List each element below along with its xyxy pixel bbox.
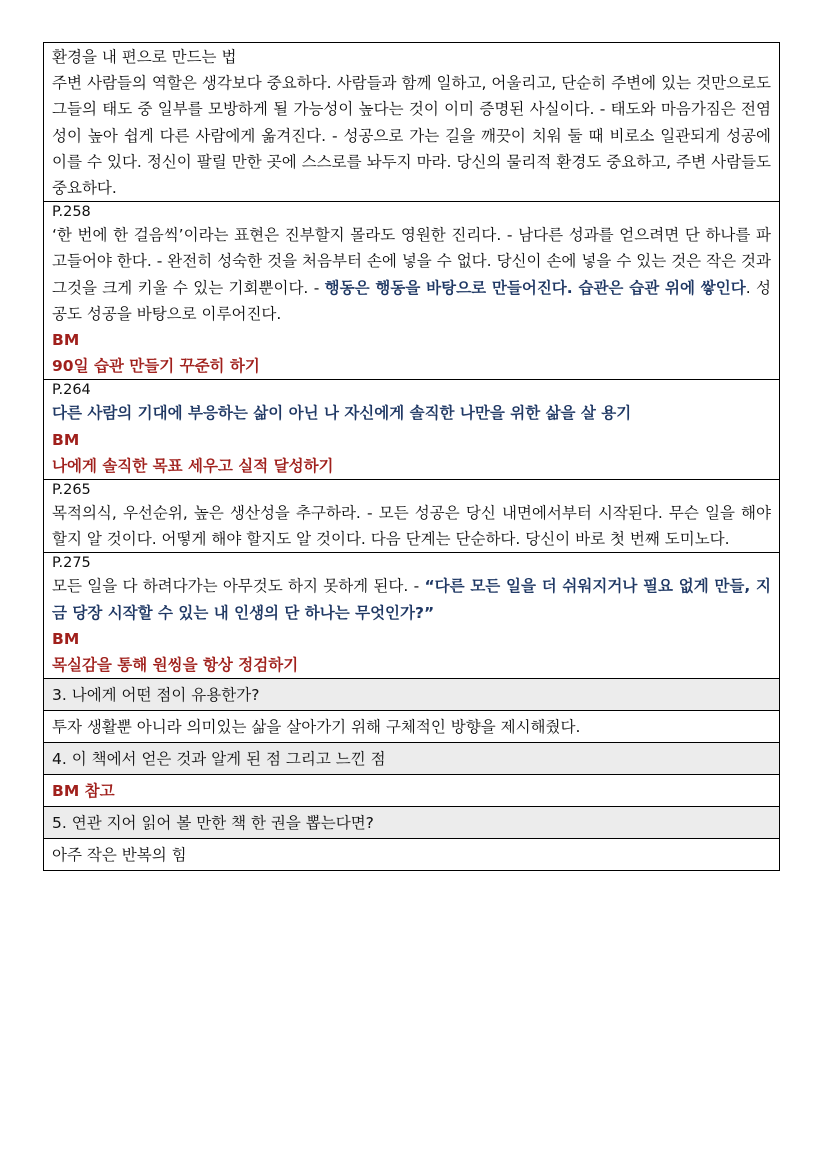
- highlighted-quote: “다른 모든 일을 더 쉬워지거나 필요 없게 만들, 지금 당장 시작할 수 있는 내 인생의 단 하나는 무엇인가?”: [52, 577, 771, 622]
- bm-label: BM: [52, 430, 80, 449]
- reading-notes-table: [43, 42, 780, 871]
- note-block-p265: [43, 479, 780, 552]
- answer-3: 투자 생활뿐 아니라 의미있는 삶을 살아가기 위해 구체적인 방향을 제시해줬다.: [43, 710, 780, 742]
- note-block-environment: [43, 42, 780, 201]
- note-block-p275: [43, 552, 780, 678]
- note-text: ‘한 번에 한 걸음씩’이라는 표현은 진부할지 몰라도 영원한 진리다. - 남다른 성과를 얻으려면 단 하나를 파고들어야 한다. - 완전히 성숙한 것을 처음부터 손에 넣을 수 없다. 당신이 손에 넣을 수 있는 것은 작은 것과 그것을 크게 키울 수 있는 기회뿐이다. -: [52, 226, 771, 297]
- page-reference: P.264: [52, 382, 91, 399]
- note-title: 환경을 내 편으로 만드는 법: [52, 48, 237, 66]
- note-text: . 성공도 성공을 바탕으로 이루어진다.: [52, 278, 771, 323]
- note-body: [52, 573, 771, 625]
- bm-label: BM: [52, 331, 80, 350]
- bm-label: BM: [52, 629, 80, 648]
- note-text: 모든 일을 다 하려다가는 아무것도 하지 못하게 된다. -: [52, 577, 425, 596]
- note-body: 주변 사람들의 역할은 생각보다 중요하다. 사람들과 함께 일하고, 어울리고, 단순히 주변에 있는 것만으로도 그들의 태도 중 일부를 모방하게 될 가능성이 높다는 것이 이미 증명된 사실이다. - 태도와 마음가짐은 전염성이 높아 쉽게 다른 사람에게 옮겨진다. - 성공으로 가는 길을 깨끗이 치워 둘 때 비로소 일관되게 성공에 이를 수 있다. 정신이 팔릴 만한 곳에 스스로를 놔두지 마라. 당신의 물리적 환경도 중요하고, 주변 사람들도 중요하다.: [52, 74, 771, 198]
- page-reference: P.265: [52, 482, 91, 499]
- bm-action: 90일 습관 만들기 꾸준히 하기: [52, 357, 260, 376]
- answer-5: 아주 작은 반복의 힘: [43, 838, 780, 871]
- note-body: [52, 222, 771, 327]
- bm-action: 목실감을 통해 원씽을 항상 정검하기: [52, 656, 299, 675]
- question-3: 3. 나에게 어떤 점이 유용한가?: [43, 678, 780, 710]
- note-body: 목적의식, 우선순위, 높은 생산성을 추구하라. - 모든 성공은 당신 내면에서부터 시작된다. 무슨 일을 해야 할지 알 것이다. 어떻게 해야 할지도 알 것이다. 다음 단계는 단순하다. 당신이 바로 첫 번째 도미노다.: [52, 504, 771, 549]
- question-5: 5. 연관 지어 읽어 볼 만한 책 한 권을 뽑는다면?: [43, 806, 780, 838]
- highlighted-quote: 행동은 행동을 바탕으로 만들어진다. 습관은 습관 위에 쌓인다: [324, 278, 746, 297]
- bm-action: 나에게 솔직한 목표 세우고 실적 달성하기: [52, 456, 334, 475]
- answer-4: BM 참고: [43, 774, 780, 806]
- page-reference: P.275: [52, 555, 91, 572]
- highlighted-quote: 다른 사람의 기대에 부응하는 삶이 아닌 나 자신에게 솔직한 나만을 위한 삶을 살 용기: [52, 404, 632, 423]
- note-block-p264: [43, 379, 780, 479]
- page-reference: P.258: [52, 204, 91, 221]
- question-4: 4. 이 책에서 얻은 것과 알게 된 점 그리고 느낀 점: [43, 742, 780, 774]
- note-block-p258: [43, 201, 780, 379]
